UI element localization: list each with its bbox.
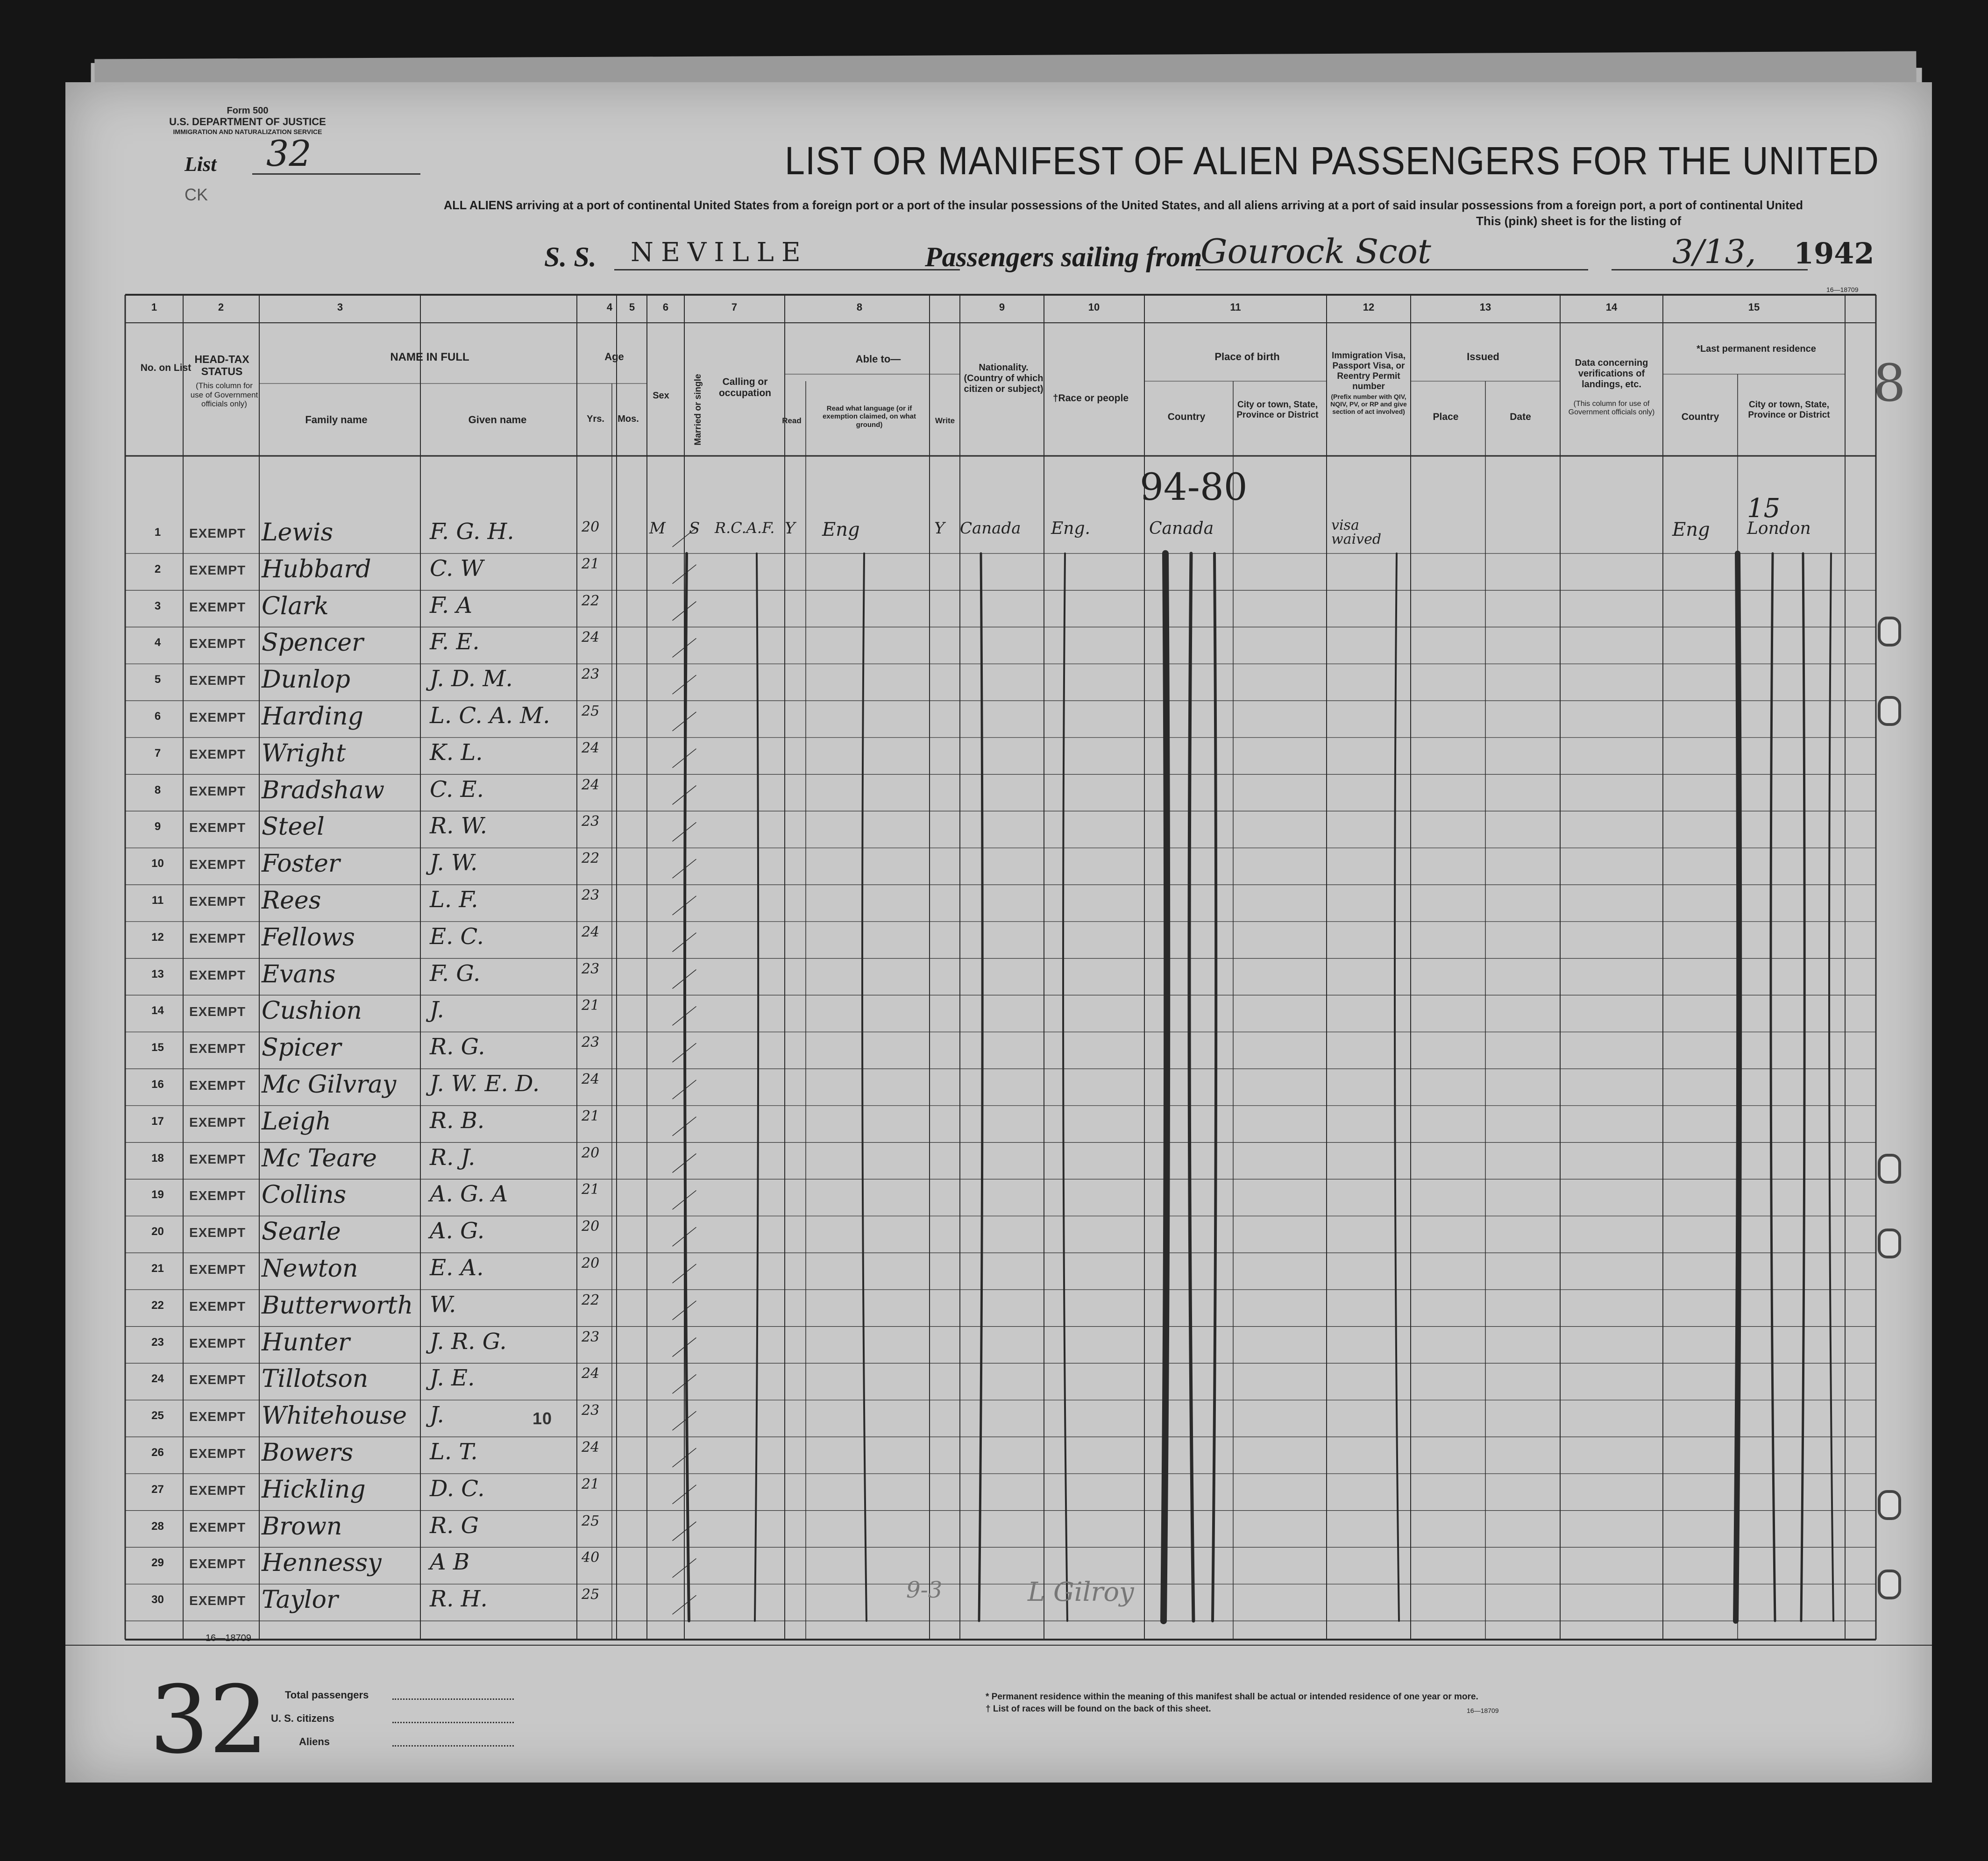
family-name: Lewis (262, 519, 334, 547)
family-name: Whitehouse (262, 1402, 407, 1430)
col-married: Married or single (693, 374, 703, 446)
ditto-stroke (1829, 554, 1833, 1621)
col-read: Read (782, 416, 802, 425)
sailing-year: 1942 (1794, 236, 1874, 270)
pink-sheet-note: This (pink) sheet is for the listing of (1476, 214, 1682, 228)
row-number: 14 (151, 1004, 164, 1017)
footer-note-residence: * Permanent residence within the meaning of this manifest shall be actual or intended residence of one year or more. (986, 1692, 1478, 1702)
col-read-what: Read what language (or if exemption claimed, on what ground) (822, 405, 916, 429)
family-name: Foster (262, 850, 340, 878)
age-years: 24 (582, 629, 600, 646)
age-years: 25 (582, 703, 600, 719)
head-tax-status: EXEMPT (189, 1446, 246, 1461)
row-number: 29 (151, 1556, 164, 1570)
family-name: Clark (262, 592, 329, 620)
head-tax-status: EXEMPT (189, 673, 246, 688)
family-name: Hickling (262, 1475, 366, 1504)
ditto-marks (65, 82, 1932, 1783)
row-number: 15 (151, 1041, 164, 1054)
ditto-stroke (1736, 554, 1739, 1621)
check-slash (673, 1522, 696, 1541)
check-slash (673, 1338, 696, 1357)
row-number: 4 (154, 636, 161, 649)
head-tax-status: EXEMPT (189, 1151, 246, 1166)
check-slash (673, 1448, 696, 1467)
nationality: Canada (960, 519, 1021, 538)
column-number: 7 (731, 301, 738, 313)
col-race: †Race or people (1052, 393, 1129, 404)
ditto-stroke (755, 554, 758, 1621)
binder-hole (1878, 1490, 1901, 1520)
residence-country: Eng (1672, 519, 1710, 540)
row-number: 30 (151, 1593, 164, 1606)
column-number: 13 (1479, 301, 1491, 313)
given-name: J. E. (430, 1365, 475, 1392)
given-name: C. W (430, 555, 483, 582)
occupation: R.C.A.F. (715, 519, 775, 537)
head-tax-status: EXEMPT (189, 1520, 246, 1534)
given-name: J. W. (430, 850, 478, 876)
row-number: 5 (154, 673, 161, 686)
col-able-to: Able to— (855, 353, 901, 365)
col-name-in-full: NAME IN FULL (390, 351, 469, 363)
row-number: 22 (151, 1299, 164, 1312)
head-tax-status: EXEMPT (189, 857, 246, 872)
ditto-stroke (1395, 554, 1399, 1621)
col-family-name: Family name (305, 414, 368, 426)
age-years: 23 (582, 1328, 600, 1345)
row-number: 26 (151, 1446, 164, 1459)
race: Eng. (1051, 519, 1090, 538)
given-name: R. H. (430, 1586, 488, 1612)
check-slash (673, 1412, 696, 1430)
age-years: 20 (582, 1255, 600, 1271)
given-name: F. G. H. (430, 519, 514, 545)
given-name: W. (430, 1291, 456, 1318)
column-number: 8 (856, 301, 863, 313)
family-name: Hennessy (262, 1549, 382, 1577)
family-name: Fellows (262, 923, 355, 952)
head-tax-status: EXEMPT (189, 1299, 246, 1314)
list-label: List (185, 153, 217, 176)
row-number: 17 (151, 1115, 164, 1128)
family-name: Collins (262, 1181, 347, 1209)
age-years: 25 (582, 1586, 600, 1603)
col-res-city: City or town, State, Province or District (1748, 400, 1830, 420)
family-name: Wright (262, 739, 346, 767)
age-years: 23 (582, 887, 600, 903)
family-name: Searle (262, 1218, 341, 1246)
check-slash (673, 602, 696, 620)
age-years: 24 (582, 923, 600, 940)
row-number: 23 (151, 1335, 164, 1349)
family-name: Tillotson (262, 1365, 369, 1393)
check-slash (673, 639, 696, 657)
head-tax-status: EXEMPT (189, 1262, 246, 1277)
row-number: 8 (154, 783, 161, 796)
age-years: 25 (582, 1513, 600, 1529)
form-code-top: 16—18709 (1826, 286, 1859, 293)
row-number: 20 (151, 1225, 164, 1238)
family-name: Spicer (262, 1034, 341, 1062)
given-name: E. C. (430, 923, 484, 950)
check-slash (673, 1375, 696, 1393)
given-name: R. W. (430, 813, 487, 839)
visa: visa waived (1331, 517, 1382, 547)
sailing-from: Gourock Scot (1200, 232, 1431, 271)
ship-name: NEVILLE (631, 237, 808, 268)
residence-city: London (1747, 519, 1811, 538)
footer-form-code: 16—18709 (206, 1633, 251, 1643)
given-name: R. J. (430, 1144, 476, 1171)
ditto-stroke (1771, 554, 1775, 1621)
col-verification-note: (This column for use of Government officials only) (1568, 400, 1655, 417)
family-name: Brown (262, 1512, 342, 1541)
manifest-sheet (65, 82, 1932, 1783)
check-slash (673, 1559, 696, 1577)
given-name: J. R. G. (430, 1328, 507, 1355)
head-tax-status: EXEMPT (189, 1409, 246, 1424)
sex: M (649, 519, 666, 538)
given-name: F. G. (430, 960, 481, 987)
head-tax-status: EXEMPT (189, 562, 246, 577)
family-name: Hubbard (262, 555, 371, 583)
given-name: F. A (430, 592, 473, 618)
birth-code-annotation: 94-80 (1140, 465, 1248, 509)
able-to-read: Y (785, 519, 795, 538)
ditto-stroke (979, 554, 982, 1621)
col-age-yrs: Yrs. (587, 414, 604, 424)
row-number: 25 (151, 1409, 164, 1422)
col-no-on-list: No. on List (140, 362, 192, 373)
ditto-stroke (1801, 554, 1804, 1621)
column-number: 11 (1230, 301, 1241, 313)
head-tax-status: EXEMPT (189, 710, 246, 725)
family-name: Rees (262, 887, 321, 915)
row-number: 13 (151, 967, 164, 980)
family-name: Steel (262, 813, 325, 841)
family-name: Hunter (262, 1328, 350, 1357)
bottom-signature: L Gilroy (1028, 1577, 1134, 1607)
head-tax-status: EXEMPT (189, 1593, 246, 1608)
head-tax-status: EXEMPT (189, 820, 246, 835)
col-issued: Issued (1467, 351, 1499, 362)
age-years: 40 (582, 1549, 600, 1566)
binder-hole (1878, 696, 1901, 726)
row-number: 18 (151, 1151, 164, 1165)
col-birth-city: City or town, State, Province or District (1236, 400, 1319, 420)
given-name: J. (430, 1402, 444, 1428)
head-tax-status: EXEMPT (189, 783, 246, 798)
ditto-stroke (1213, 554, 1216, 1621)
col-sex: Sex (653, 391, 669, 401)
list-corner-mark: CK (185, 185, 208, 204)
head-tax-status: EXEMPT (189, 1004, 246, 1019)
family-name: Harding (262, 703, 363, 731)
col-age-mos: Mos. (618, 414, 639, 424)
col-birth-country: Country (1167, 412, 1206, 422)
given-name: L. F. (430, 887, 478, 913)
footer-form-code-2: 16—18709 (1467, 1707, 1499, 1714)
check-slash (673, 1596, 696, 1614)
column-number: 5 (629, 301, 635, 313)
given-name: D. C. (430, 1475, 485, 1502)
binder-hole (1878, 1229, 1901, 1258)
age-years: 22 (582, 592, 600, 609)
row-number: 28 (151, 1520, 164, 1533)
row-number: 27 (151, 1483, 164, 1496)
footer-aliens: Aliens (299, 1736, 330, 1747)
able-to-write: Y (934, 519, 945, 538)
family-name: Dunlop (262, 666, 350, 694)
col-issued-date: Date (1510, 412, 1531, 422)
given-name: A B (430, 1549, 470, 1576)
head-tax-status: EXEMPT (189, 1115, 246, 1129)
age-years: 21 (582, 1476, 600, 1492)
age-years: 21 (582, 1181, 600, 1198)
column-number: 4 (606, 301, 613, 313)
given-name: J. (430, 997, 444, 1023)
head-tax-status: EXEMPT (189, 1188, 246, 1203)
col-place-of-birth: Place of birth (1214, 351, 1280, 362)
col-nationality: Nationality. (Country of which citizen or subject) (964, 362, 1044, 394)
read-language: Eng (822, 519, 860, 540)
col-verification: Data concerning verifications of landings, etc. (1575, 358, 1648, 390)
head-tax-status: EXEMPT (189, 1225, 246, 1240)
column-number: 15 (1748, 301, 1760, 313)
row-mark: 10 (532, 1409, 553, 1428)
column-number: 12 (1363, 301, 1375, 313)
check-slash (673, 1485, 696, 1504)
head-tax-status: EXEMPT (189, 746, 246, 761)
family-name: Evans (262, 960, 336, 988)
age-years: 21 (582, 555, 600, 572)
given-name: K. L. (430, 739, 483, 766)
given-name: A. G. (430, 1218, 485, 1244)
row-number: 16 (151, 1078, 164, 1091)
col-last-residence: *Last permanent residence (1697, 344, 1816, 354)
col-res-country: Country (1681, 412, 1719, 422)
column-number: 6 (662, 301, 669, 313)
row-number: 6 (154, 710, 161, 723)
given-name: R. B. (430, 1107, 485, 1134)
family-name: Spencer (262, 629, 363, 657)
given-name: L. T. (430, 1439, 478, 1465)
birth-country: Canada (1149, 519, 1214, 538)
sailing-label: Passengers sailing from (925, 242, 1202, 272)
department-name: U.S. DEPARTMENT OF JUSTICE (169, 116, 326, 128)
head-tax-status: EXEMPT (189, 526, 246, 540)
col-issued-place: Place (1433, 412, 1459, 422)
column-number: 2 (218, 301, 224, 313)
given-name: A. G. A (430, 1181, 508, 1208)
family-name: Taylor (262, 1586, 338, 1614)
family-name: Bowers (262, 1439, 354, 1467)
form-number: Form 500 (227, 106, 269, 116)
check-slash (673, 1301, 696, 1320)
head-tax-status: EXEMPT (189, 599, 246, 614)
age-years: 20 (582, 1218, 600, 1235)
head-tax-status: EXEMPT (189, 1483, 246, 1498)
ss-label: S. S. (544, 242, 596, 272)
age-years: 20 (582, 1144, 600, 1161)
age-years: 24 (582, 776, 600, 793)
marital-status: S (689, 519, 700, 538)
sailing-date: 3/13, (1672, 233, 1756, 271)
column-number: 9 (999, 301, 1005, 313)
ditto-stroke (862, 554, 866, 1621)
right-margin-mark: 8 (1873, 353, 1906, 413)
age-years: 22 (582, 850, 600, 867)
given-name: R. G. (430, 1034, 485, 1060)
ditto-stroke (1164, 554, 1167, 1621)
service-name: IMMIGRATION AND NATURALIZATION SERVICE (173, 128, 322, 135)
family-name: Cushion (262, 997, 362, 1025)
ditto-stroke (1063, 554, 1067, 1621)
given-name: F. E. (430, 629, 480, 655)
row-number: 19 (151, 1188, 164, 1201)
age-years: 21 (582, 997, 600, 1014)
given-name: C. E. (430, 776, 484, 803)
given-name: R. G (430, 1512, 479, 1539)
age-years: 23 (582, 960, 600, 977)
manifest-title: LIST OR MANIFEST OF ALIEN PASSENGERS FOR THE UNITED (785, 139, 1879, 183)
footer-line (392, 1722, 514, 1723)
row-number: 3 (154, 599, 161, 612)
family-name: Mc Gilvray (262, 1071, 397, 1099)
family-name: Mc Teare (262, 1144, 377, 1172)
col-calling: Calling or occupation (718, 376, 771, 399)
check-slash (673, 565, 696, 583)
age-years: 24 (582, 1071, 600, 1087)
column-number: 10 (1088, 301, 1100, 313)
given-name: J. W. E. D. (430, 1071, 540, 1097)
head-tax-status: EXEMPT (189, 636, 246, 651)
col-write: Write (935, 416, 955, 425)
row-number: 1 (154, 526, 161, 539)
row-number: 2 (154, 562, 161, 575)
col-head-tax-note: (This column for use of Government officials only) (190, 381, 258, 409)
column-number: 1 (151, 301, 157, 313)
head-tax-status: EXEMPT (189, 967, 246, 982)
footer-total-passengers: Total passengers (285, 1689, 369, 1701)
total-number: 32 (149, 1666, 269, 1775)
age-years: 22 (582, 1292, 600, 1308)
column-number: 14 (1605, 301, 1618, 313)
family-name: Leigh (262, 1107, 331, 1136)
row-number: 21 (151, 1262, 164, 1275)
row-number: 11 (151, 894, 164, 907)
age-years: 21 (582, 1108, 600, 1124)
age-years: 24 (582, 1365, 600, 1382)
given-name: J. D. M. (430, 666, 513, 692)
age-years: 23 (582, 1034, 600, 1051)
footer-line (392, 1745, 514, 1747)
col-visa-note: (Prefix number with QIV, NQIV, PV, or RP and give section of act involved) (1330, 393, 1407, 416)
head-tax-status: EXEMPT (189, 1078, 246, 1093)
list-number: 32 (266, 133, 312, 174)
row-number: 7 (154, 746, 161, 760)
row-number: 12 (151, 930, 164, 944)
head-tax-status: EXEMPT (189, 1372, 246, 1387)
check-slash (673, 528, 696, 547)
age-years: 23 (582, 666, 600, 683)
col-visa: Immigration Visa, Passport Visa, or Reentry Permit number (1331, 351, 1406, 391)
footer-line (392, 1698, 514, 1700)
column-number: 3 (337, 301, 343, 313)
col-head-tax: HEAD-TAX STATUS (194, 353, 249, 378)
age-years: 23 (582, 1402, 600, 1419)
row-number: 10 (151, 857, 164, 870)
row-number: 24 (151, 1372, 164, 1385)
family-name: Bradshaw (262, 776, 385, 804)
head-tax-status: EXEMPT (189, 894, 246, 909)
family-name: Newton (262, 1255, 358, 1283)
family-name: Butterworth (262, 1291, 413, 1320)
given-name: L. C. A. M. (430, 703, 550, 729)
row-number: 9 (154, 820, 161, 833)
binder-hole (1878, 1570, 1901, 1599)
manifest-subtitle: ALL ALIENS arriving at a port of continental United States from a foreign port or a port of the insular possessions of the United States, and all aliens arriving at a port of said insular possessions from a foreign port, a port of continental United (444, 198, 1803, 212)
col-age: Age (604, 351, 624, 362)
head-tax-status: EXEMPT (189, 1335, 246, 1350)
age-years: 24 (582, 1439, 600, 1456)
binder-hole (1878, 1154, 1901, 1184)
bottom-initials: 9-3 (906, 1577, 943, 1603)
age-years: 20 (582, 519, 600, 535)
head-tax-status: EXEMPT (189, 930, 246, 945)
head-tax-status: EXEMPT (189, 1041, 246, 1056)
ditto-stroke (1189, 554, 1193, 1621)
head-tax-status: EXEMPT (189, 1556, 246, 1571)
given-name: E. A. (430, 1255, 484, 1281)
col-given-name: Given name (468, 414, 527, 426)
footer-note-races: † List of races will be found on the back of this sheet. (986, 1704, 1211, 1714)
binder-hole (1878, 617, 1901, 646)
footer-us-citizens: U. S. citizens (271, 1712, 334, 1724)
residence-code-annotation: 15 (1747, 493, 1781, 524)
age-years: 23 (582, 813, 600, 830)
age-years: 24 (582, 739, 600, 756)
